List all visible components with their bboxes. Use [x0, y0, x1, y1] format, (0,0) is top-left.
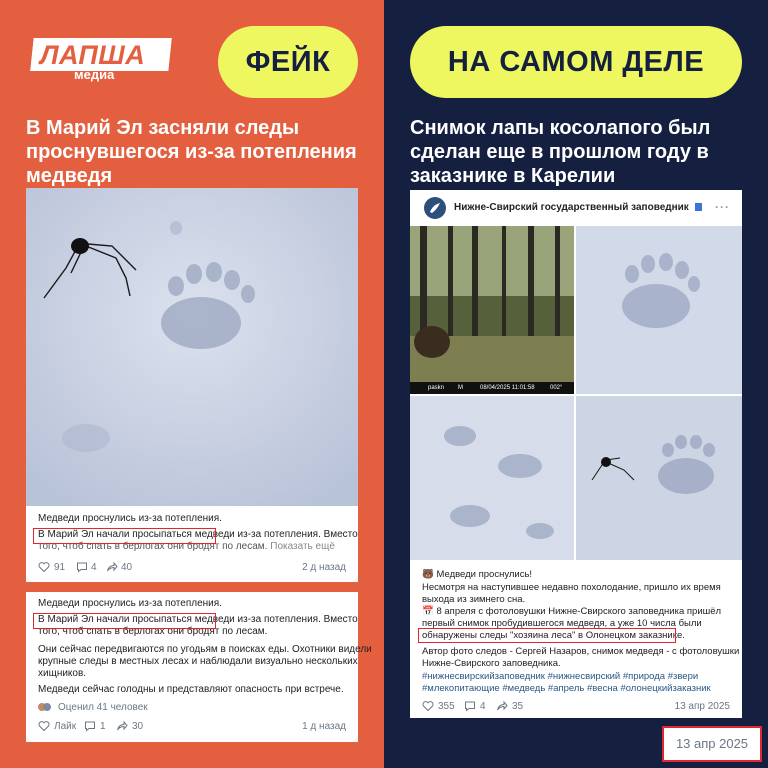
post-author[interactable]: Нижне-Свирский государственный заповедник [454, 201, 702, 215]
post2-line2: того, чтоб спать в берлогах они бродят по лесам. [38, 626, 268, 637]
track-photo-3[interactable] [576, 396, 742, 560]
reaction-icon [43, 703, 51, 711]
real-headline: Снимок лапы косолапого был сделан еще в прошлом году в заказнике в Карелии [410, 117, 711, 187]
post2-line5: хищников. [38, 668, 87, 679]
more-menu-icon[interactable]: ··· [715, 200, 730, 214]
post1-comments: 4 [91, 562, 97, 573]
verified-flag-icon [695, 203, 702, 211]
comment-icon[interactable] [76, 561, 88, 573]
fake-track-photo [26, 188, 358, 506]
post-date: 13 апр 2025 [674, 701, 730, 712]
share-icon[interactable] [496, 700, 508, 712]
post2-line4: крупные следы в местных лесах и наблюдали визуально нескольких [38, 656, 358, 667]
fake-headline: В Марий Эл засняли следы проснувшегося из-за потепления медведя [26, 117, 357, 187]
post-header [410, 190, 742, 226]
logo-word: ЛАПША [40, 40, 146, 70]
highlight-box [33, 613, 216, 629]
highlighted-date: 13 апр 2025 [662, 726, 762, 762]
post1-time: 2 д назад [302, 562, 346, 573]
track-photo-2[interactable] [410, 396, 574, 560]
post-comments: 4 [480, 701, 486, 712]
post2-time: 1 д назад [302, 721, 346, 732]
fake-badge: ФЕЙК [218, 26, 358, 98]
post-likes: 355 [438, 701, 455, 712]
avatar[interactable] [424, 197, 446, 219]
camera-mode: M [458, 385, 463, 391]
reserve-post[interactable] [410, 190, 742, 718]
real-badge: НА САМОМ ДЕЛЕ [410, 26, 742, 98]
post2-title: Медведи проснулись из-за потепления. [38, 598, 222, 609]
heart-icon[interactable] [38, 561, 50, 573]
lapsha-logo [32, 38, 170, 84]
camera-temp: 002° [550, 385, 563, 391]
logo-sub: медиа [74, 67, 115, 82]
caption-line-6: обнаружены следы "хозяина леса" в Олонецком заказнике. [422, 630, 685, 641]
post2-comments: 1 [100, 721, 106, 732]
track-photo-1[interactable] [576, 226, 742, 394]
post1-line1: В Марий Эл начали просыпаться медведи из-за потепления. Вместо [38, 529, 358, 540]
highlight-box [418, 628, 676, 643]
share-icon[interactable] [116, 720, 128, 732]
hashtags-line-1[interactable]: #нижнесвирскийзаповедник #нижнесвирский #природа #звери [422, 671, 699, 682]
like-label[interactable]: Лайк [54, 721, 77, 732]
comment-icon[interactable] [84, 720, 96, 732]
highlight-box [33, 528, 216, 544]
post-shares: 35 [512, 701, 524, 712]
post1-title: Медведи проснулись из-за потепления. [38, 513, 222, 524]
heart-icon[interactable] [38, 720, 50, 732]
fake-post-card-2[interactable] [26, 592, 372, 742]
post2-line3: Они сейчас передвигаются по угодьям в поисках еды. Охотники видели [38, 644, 372, 655]
caption-line-7: Автор фото следов - Сергей Назаров, снимок медведя - с фотоловушки [422, 646, 740, 657]
post2-rated: Оценил 41 человек [58, 702, 148, 713]
camera-trap-photo[interactable] [410, 226, 574, 394]
post2-shares: 30 [132, 721, 144, 732]
post1-shares: 40 [121, 562, 133, 573]
caption-line-1: 🐻 Медведи проснулись! [422, 569, 533, 580]
caption-line-3: выхода из зимнего сна. [422, 594, 526, 605]
hashtags-line-2[interactable]: #млекопитающие #медведь #апрель #весна #олонецкийзаказник [422, 683, 711, 694]
post2-line1: В Марий Эл начали просыпаться медведи из-за потепления. Вместо [38, 614, 358, 625]
post1-likes: 91 [54, 562, 66, 573]
show-more-link[interactable]: Показать ещё [270, 541, 335, 552]
post1-line2: того, чтоб спать в берлогах они бродят по лесам. [38, 541, 268, 552]
caption-line-5: первый снимок пробудившегося медведя, а уже 10 числа были [422, 618, 702, 629]
caption-line-8: Нижне-Свирского заповедника. [422, 658, 561, 669]
camera-label: paskn [428, 385, 445, 391]
caption-line-2: Несмотря на наступившее недавно похолодание, пришло их время [422, 582, 721, 593]
comment-icon[interactable] [464, 700, 476, 712]
post2-line6: Медведи сейчас голодны и представляют опасность при встрече. [38, 684, 344, 695]
fake-post-card-1[interactable] [26, 506, 358, 582]
share-icon[interactable] [106, 561, 118, 573]
camera-timestamp: 08/04/2025 11:01:58 [480, 385, 535, 391]
caption-line-4: 📅 8 апреля с фотоловушки Нижне-Свирского заповедника пришёл [422, 606, 722, 617]
heart-icon[interactable] [422, 700, 434, 712]
